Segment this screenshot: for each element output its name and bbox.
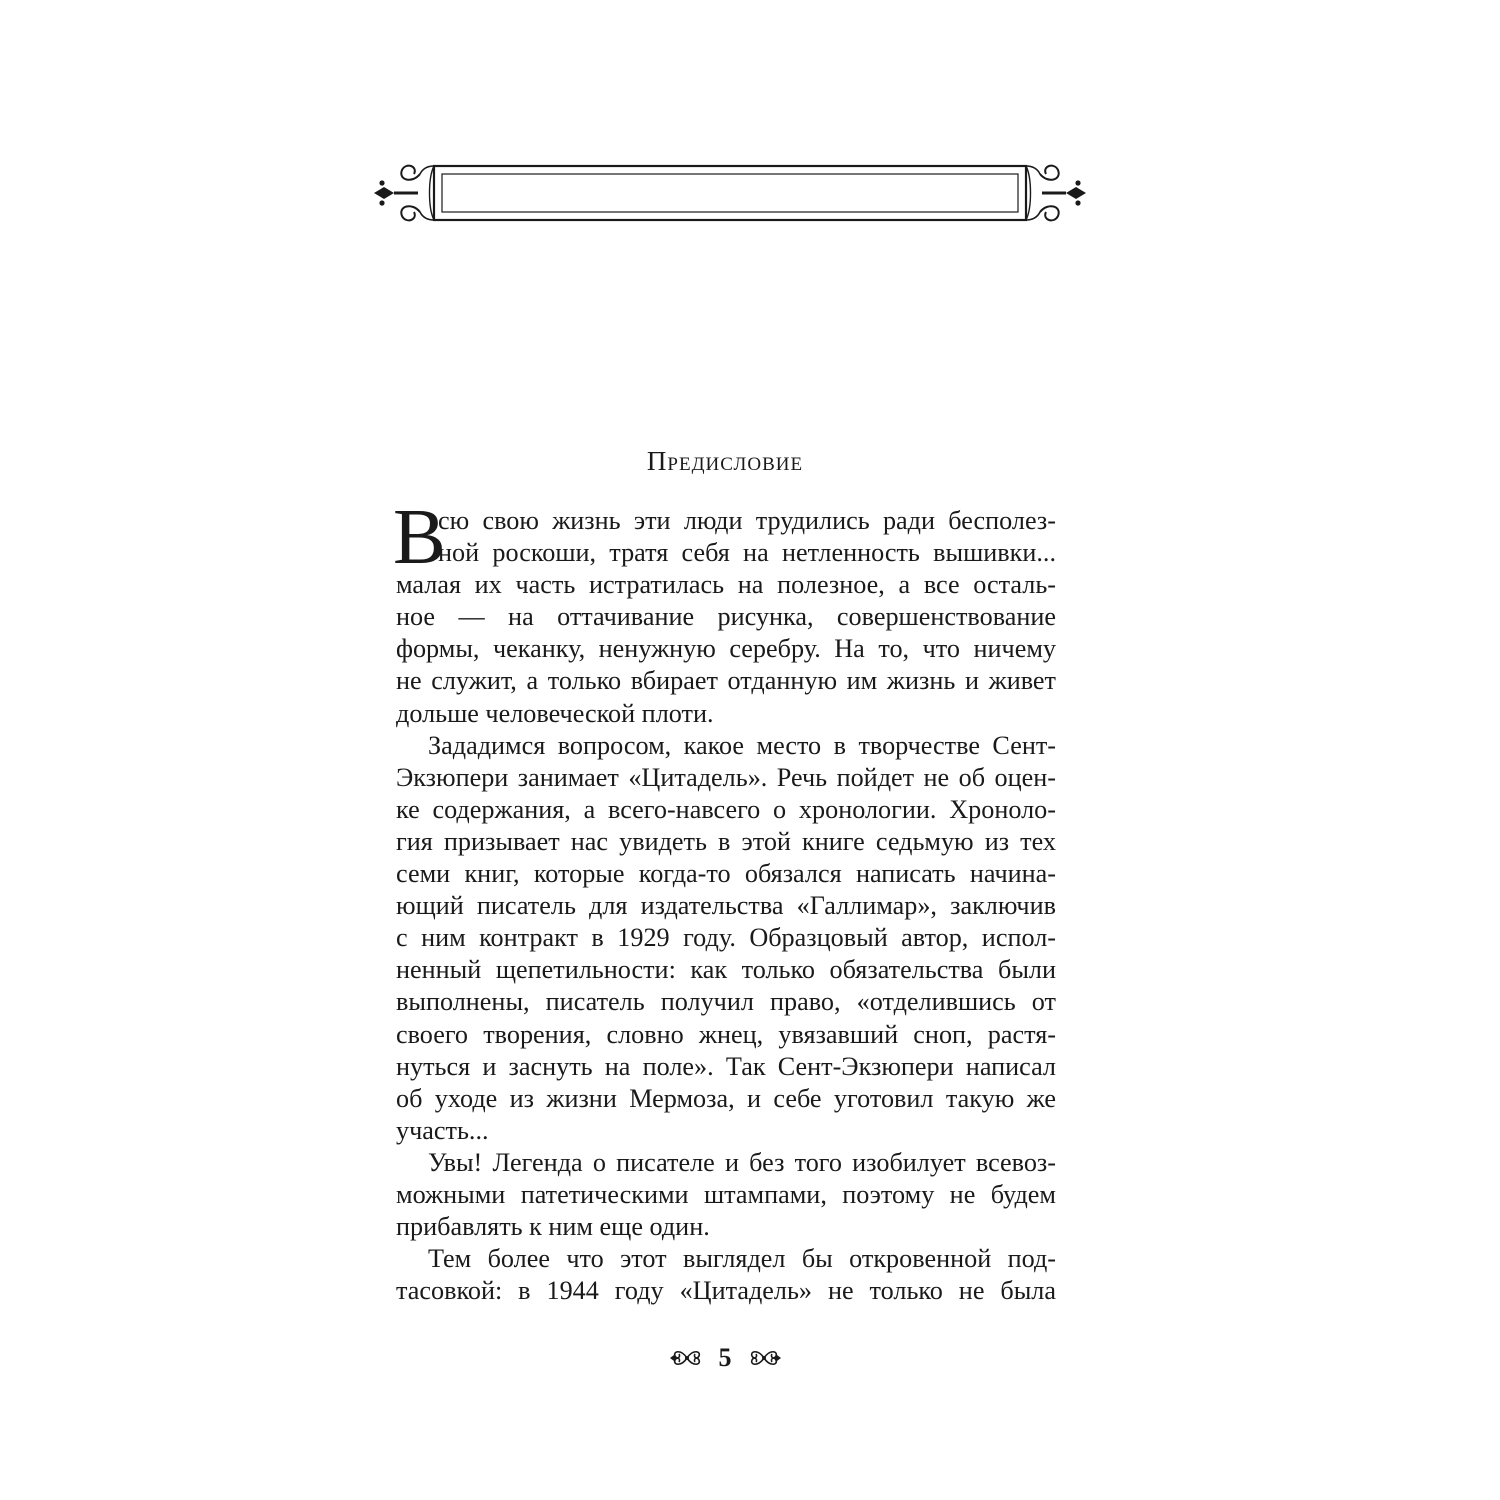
- text-line: тасовкой: в 1944 году «Цитадель» не только не была: [396, 1276, 1056, 1306]
- text-line: малая их часть истратилась на полезное, а все осталь-: [396, 570, 1056, 600]
- text-line: семи книг, которые когда-то обязался написать начина-: [396, 859, 1056, 889]
- text-line: гия призывает нас увидеть в этой книге седьмую из тех: [396, 826, 1056, 856]
- text-line: прибавлять к ним еще один.: [396, 1212, 710, 1242]
- text-line: Тем более что этот выглядел бы откровенной под-: [428, 1244, 1056, 1274]
- text-line: Экзюпери занимает «Цитадель». Речь пойдет не об оцен-: [396, 762, 1056, 792]
- text-line: ющий писатель для издательства «Галлимар», заключив: [396, 891, 1056, 921]
- body-text: [393, 494, 1056, 1307]
- text-line: с ним контракт в 1929 году. Образцовый автор, испол-: [396, 923, 1056, 953]
- text-line: ной роскоши, тратя себя на нетленность вышивки...: [438, 538, 1056, 568]
- text-line: Увы! Легенда о писателе и без того изобилует всевоз-: [428, 1147, 1056, 1177]
- text-line: ненный щепетильности: как только обязательства были: [396, 955, 1056, 985]
- ornamental-frame-icon: [372, 158, 1088, 228]
- text-line: формы, чеканку, ненужную серебру. На то, что ничему: [396, 634, 1056, 664]
- drop-cap: В: [393, 494, 446, 581]
- text-line: ное — на оттачивание рисунка, совершенствование: [396, 602, 1056, 632]
- text-line: сю свою жизнь эти люди трудились ради бесполез-: [438, 506, 1056, 535]
- text-line: участь...: [396, 1115, 489, 1145]
- text-line: нуться и заснуть на поле». Так Сент-Экзюпери написал: [396, 1051, 1056, 1081]
- text-line: выполнены, писатель получил право, «отделившись от: [396, 987, 1056, 1017]
- text-line: не служит, а только вбирает отданную им жизнь и живет: [396, 666, 1056, 696]
- text-line: своего творения, словно жнец, увязавший сноп, растя-: [396, 1019, 1056, 1049]
- fleuron-left-icon: [669, 1345, 705, 1371]
- page-footer: [0, 1340, 1450, 1376]
- text-line: дольше человеческой плоти.: [396, 698, 714, 728]
- page-number: 5: [718, 1343, 732, 1372]
- text-line: Зададимся вопросом, какое место в творчестве Сент-: [428, 730, 1056, 760]
- chapter-title: Предисловие: [646, 446, 804, 476]
- text-line: ке содержания, а всего-навсего о хронологии. Хроноло-: [396, 794, 1056, 824]
- fleuron-right-icon: [746, 1345, 782, 1371]
- text-line: можными патетическими штампами, поэтому не будем: [396, 1179, 1056, 1209]
- text-line: об уходе из жизни Мермоза, и себе уготовил такую же: [396, 1083, 1056, 1113]
